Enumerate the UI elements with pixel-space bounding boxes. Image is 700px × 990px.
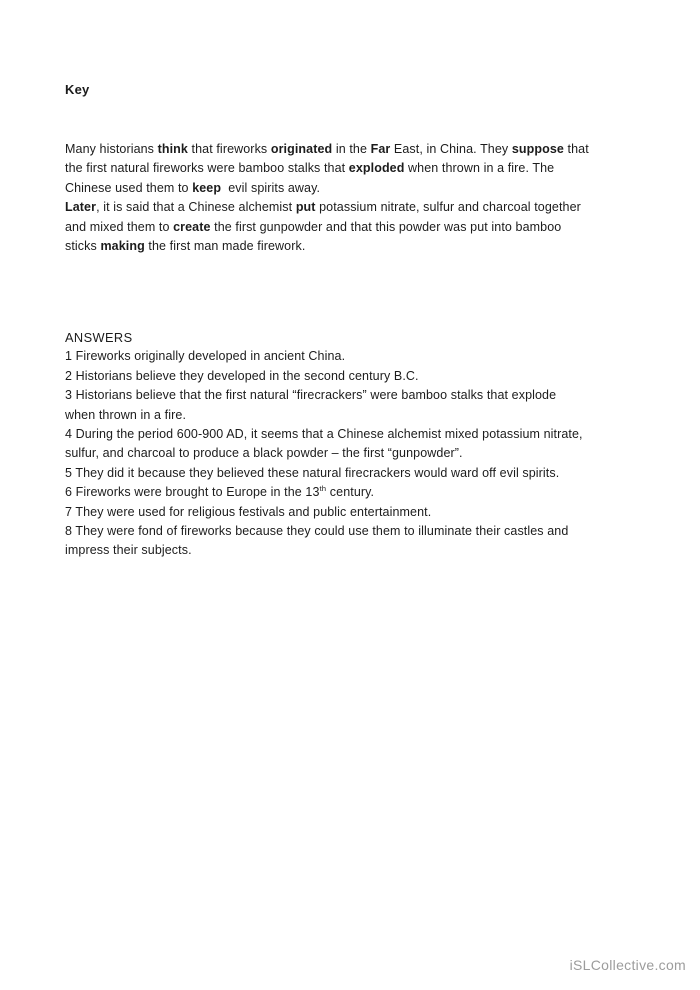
- text-line: impress their subjects.: [65, 543, 192, 558]
- islcollective-watermark: iSLCollective.com: [569, 957, 686, 973]
- text-line: Later, it is said that a Chinese alchemist put potassium nitrate, sulfur and charcoal together: [65, 200, 581, 215]
- key-heading: Key: [65, 82, 90, 97]
- answers-list: [65, 347, 583, 560]
- text-line: 3 Historians believe that the first natural “firecrackers” were bamboo stalks that explode: [65, 388, 557, 403]
- answers-heading: ANSWERS: [65, 330, 133, 345]
- text-line: Chinese used them to keep evil spirits away.: [65, 180, 321, 195]
- text-line: when thrown in a fire.: [65, 407, 187, 422]
- text-line: and mixed them to create the first gunpowder and that this powder was put into bamboo: [65, 219, 562, 234]
- answers-section: [65, 328, 583, 561]
- text-line: 2 Historians believe they developed in the second century B.C.: [65, 368, 419, 383]
- text-line: 4 During the period 600-900 AD, it seems that a Chinese alchemist mixed potassium nitrate,: [65, 427, 583, 442]
- text-line: 8 They were fond of fireworks because they could use them to illuminate their castles and: [65, 524, 569, 539]
- text-line: 1 Fireworks originally developed in ancient China.: [65, 349, 346, 364]
- text-line: 5 They did it because they believed these natural firecrackers would ward off evil spirits.: [65, 465, 560, 480]
- key-paragraph: [65, 140, 589, 256]
- text-line: sticks making the first man made firework.: [65, 239, 306, 254]
- text-line: 7 They were used for religious festivals and public entertainment.: [65, 504, 432, 519]
- text-line: 6 Fireworks were brought to Europe in the 13th century.: [65, 484, 375, 500]
- text-line: sulfur, and charcoal to produce a black powder – the first “gunpowder”.: [65, 446, 463, 461]
- text-line: the first natural fireworks were bamboo stalks that exploded when thrown in a fire. The: [65, 161, 555, 176]
- text-line: Many historians think that fireworks originated in the Far East, in China. They suppose that: [65, 142, 589, 156]
